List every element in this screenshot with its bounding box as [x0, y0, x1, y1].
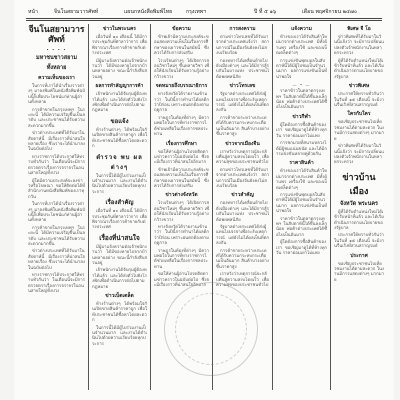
- paragraph: การค้าขายระหว่างประเทศได้รับความกระทบกระเทือนเป็นอันมาก สินค้าบางอย่างขึ้นราคาสูง: [216, 115, 269, 138]
- column-2-heading: ผลการทำสัญญาการค้า: [95, 83, 144, 90]
- column-divider: [330, 24, 331, 390]
- paragraph: ประกาศให้ทราบทั่วกันว่า ในวันที่ ๑๕ เดือนนี้ จะมีงานรื่นเริงที่สวนสราญรมย์: [334, 92, 384, 109]
- header-rule-thin: [26, 20, 382, 21]
- paragraph: ราษฎรในท้องที่ต่างๆ มีความพอใจในการที่ทางราชการได้ช่วยเหลือในเรื่องการชลประทาน: [154, 115, 209, 138]
- paragraph: เมื่อวันที่ ๑๐ เดือนนี้ ได้มีการประชุมกันที่ศาลาว่าการ เพื่อพิจารณาเรื่องการค้าขายกับต่างประเทศ: [92, 209, 147, 231]
- article-body: [334, 92, 384, 108]
- paragraph: กองทหารได้เคลื่อนย้ายไปยังเมืองต่างๆ และได้มีการสู้รบกันในบางแห่ง ประชาชนได้อพยพหนีภัย: [216, 58, 269, 80]
- column-6-big-subheading: จังหวัด พระนคร: [339, 200, 379, 207]
- ornament: — • —: [292, 82, 311, 88]
- paragraph: ทางจังหวัดได้รายงานเข้ามาว่า ในปีนี้การทำนาได้ผลดีกว่าปีก่อน เพราะฝนตกต้องตามฤดูกาล: [154, 92, 209, 114]
- column-5-heading: ราคาสินค้า: [289, 160, 314, 167]
- paragraph: ราษฎรในท้องที่ต่างๆ มีความพอใจในการที่ทางราชการได้ช่วยเหลือในเรื่องการชลประทาน: [154, 248, 209, 270]
- paragraph: ห้างของเราได้รับสินค้าใหม่มาจากต่างประเทศ มีทั้งผ้าแพร เครื่องใช้ และของเบ็ดเตล็ดต่างๆ: [276, 35, 327, 57]
- paragraph: ราคาข้าวในตลาดกรุงเทพฯ ในสัปดาห์นี้ได้ขึ้นลงเล็กน้อย พ่อค้าต่างประเทศได้ซื้อไปเป็นอันมาก: [276, 89, 327, 111]
- article-body: [154, 92, 209, 137]
- column-1-title: จีนโนสยามวารศัพท์: [28, 25, 85, 45]
- header-city: กรุงเทพฯ: [186, 9, 206, 15]
- header-page-label: หน้า: [28, 9, 38, 15]
- paragraph: ข้าพเจ้ามีความประสงค์จะขอแสดงความเห็นในเรื่องการศึกษาของเยาวชนในสมัยนี้ ซึ่งควรได้รับการส่งเสริม: [154, 35, 209, 57]
- paragraph: ขอให้ท่านผู้อ่านโปรดติดตามข่าวคราวในฉบับต่อไป ซึ่งจะมีเรื่องราวที่น่าสนใจอีกมาก: [154, 272, 209, 289]
- paragraph: ข้าพเจ้ามีความประสงค์จะขอแสดงความเห็นในเรื่องการศึกษาของเยาวชนในสมัยนี้ ซึ่งควรได้รับการส่งเสริม: [154, 167, 209, 189]
- article-body: [154, 201, 209, 288]
- paragraph: ข่าวพิเศษที่ได้รับมาในวันนี้แจ้งว่า จะมีการเปลี่ยนแปลงตัวเจ้าพนักงานในหลายกระทรวง: [334, 35, 384, 57]
- column-1-subhead: ความเห็นของเรา: [38, 75, 75, 81]
- paragraph: ผู้ใดต้องการซื้อสินค้าของเรา ขอเชิญมาดูได้ที่ห้างทุกวัน ราคาย่อมเยาไม่แพง: [276, 122, 327, 139]
- column-2-heading: เรื่องสำคัญ: [105, 199, 134, 207]
- article-body: [92, 302, 147, 347]
- column-divider: [212, 24, 213, 390]
- paragraph: ในการนี้ได้มีผู้ไปร่วมงานเป็นจำนวนมาก และงานได้ดำเนินไปด้วยความเรียบร้อยทุกประการ: [92, 173, 147, 195]
- paragraph: ผู้ใดมีความประสงค์จะลงข่าวหรือโฆษณา ขอให้ติดต่อได้ที่สำนักงานหนังสือพิมพ์ของเราทุกวัน: [28, 178, 85, 200]
- paragraph: การแข่งขันฟุตบอลในสัปดาห์นี้ได้มีผู้ไปชมเป็นจำนวนมาก ผลการแข่งขันเป็นที่น่าพอใจ: [276, 58, 327, 80]
- paragraph: ในการที่เราได้นำเรื่องราวต่างๆ มาลงพิมพ์ในหนังสือพิมพ์ฉบับนี้ก็เพื่อประโยชน์แก่ท่านผู้อ่านทั้งหลาย: [28, 84, 85, 106]
- paragraph: ห้างของเราได้รับสินค้าใหม่มาจากต่างประเทศ มีทั้งผ้าแพร เครื่องใช้ และของเบ็ดเตล็ดต่างๆ: [276, 169, 327, 191]
- paragraph: การชกมวยที่สนามหลวงได้มีผู้ชมแน่นขนัด และได้มีการแข่งขันหลายคู่ด้วยกัน: [276, 141, 327, 157]
- paragraph: มีผู้มาแจ้งความต่อเจ้าพนักงานว่า ได้มีของหายไปจากบ้านหลายอย่าง ขณะนี้กำลังสืบสวนอยู่: [92, 58, 147, 80]
- column-1-subhead: ทั้งหลาย: [46, 65, 67, 71]
- paragraph: ขอเชิญประชาชนไปเที่ยวชมงานได้ตามสะดวก ในงานมีการแสดงต่างๆ มากมาย: [334, 120, 384, 142]
- column-2-heading: ขอแจ้ง: [110, 117, 129, 125]
- paragraph: รัฐบาลต่างประเทศได้ส่งผู้แทนไปเจรจาเพื่อระงับเหตุการณ์ แต่ยังไม่ได้ผลเป็นที่ตกลงกัน: [216, 92, 269, 114]
- paragraph: ราคาข้าวในตลาดกรุงเทพฯ ในสัปดาห์นี้ได้ขึ้นลงเล็กน้อย พ่อค้าต่างประเทศได้ซื้อไปเป็นอันมาก: [276, 216, 327, 238]
- article-body: [216, 201, 269, 288]
- column-6-heading: ประกาศ: [350, 252, 368, 259]
- article-body: [28, 84, 85, 295]
- paragraph: ตามข่าวโทรเลขที่ได้รับมาจากต่างประเทศแจ้งว่า สถานการณ์ในเมืองจีนยังคงไม่สงบเรียบร้อย: [216, 35, 269, 57]
- article-body: [276, 123, 327, 157]
- paragraph: ผู้ที่ได้รับตำแหน่งใหม่ได้เข้ารับหน้าที่แล้ว และได้เริ่มดำเนินการตามนโยบายของรัฐบาล: [334, 209, 384, 231]
- paragraph: ประกาศให้ทราบทั่วกันว่า ในวันที่ ๑๕ เดือนนี้ จะมีงานรื่นเริงที่สวนสราญรมย์: [334, 233, 384, 250]
- article-body: [92, 209, 147, 231]
- paragraph: กองทหารได้เคลื่อนย้ายไปยังเมืองต่างๆ และได้มีการสู้รบกันในบางแห่ง ประชาชนได้อพยพหนีภัย: [216, 201, 269, 223]
- article-body: [154, 150, 209, 190]
- paragraph: ทางราชการได้ประกาศให้ทราบทั่วกันว่า ในเดือนนี้จะมีการตรวจตราเรื่องการจราจรในถนนสายใหญ่ทั้งปวง: [28, 273, 85, 295]
- column-4-heading: ข่าวสำคัญ: [231, 192, 254, 199]
- paragraph: เราหวังว่าเหตุการณ์จะกลับคืนสู่ความสงบโดยเร็ว เพื่อความสุขของประชาชนทั่วไป: [216, 149, 269, 166]
- column-2: [92, 24, 147, 394]
- column-3-top: ข้อความ: [172, 26, 191, 32]
- column-3-heading: เรื่องการศึกษา: [166, 140, 197, 147]
- paragraph: เจ้าพนักงานได้จับกุมผู้ต้องหาได้แล้ว และได้ส่งตัวไปยังโรงพักเพื่อดำเนินการต่อไปตามกฎหมาย: [92, 92, 147, 114]
- column-3-heading: จดหมายถึงบรรณาธิการ: [155, 83, 208, 90]
- paragraph: การค้าขายระหว่างประเทศได้รับความกระทบกระเทือนเป็นอันมาก สินค้าบางอย่างขึ้นราคาสูง: [216, 248, 269, 270]
- paragraph: โรงเรียนต่างๆ ได้เปิดการสอนวิชาใหม่ๆ ขึ้นหลายวิชา เพื่อให้นักเรียนได้รับความรู้อย่างกว้างขวาง: [154, 58, 209, 80]
- column-6: [334, 24, 384, 394]
- paragraph: ผู้ที่ได้รับตำแหน่งใหม่ได้เข้ารับหน้าที่แล้ว และได้เริ่มดำเนินการตามนโยบายของรัฐบาล: [334, 58, 384, 80]
- paragraph: การแข่งขันฟุตบอลในสัปดาห์นี้ได้มีผู้ไปชมเป็นจำนวนมาก ผลการแข่งขันเป็นที่น่าพอใจ: [276, 192, 327, 215]
- column-4-top: การสงคราม: [229, 26, 256, 32]
- paragraph: โรงเรียนต่างๆ ได้เปิดการสอนวิชาใหม่ๆ ขึ้นหลายวิชา เพื่อให้นักเรียนได้รับความรู้อย่างกว้างขวาง: [154, 201, 209, 223]
- paragraph: เมื่อวันที่ ๑๐ เดือนนี้ ได้มีการประชุมกันที่ศาลาว่าการ เพื่อพิจารณาเรื่องการค้าขายกับต่างประเทศ: [92, 35, 147, 57]
- paragraph: ห้างร้านต่างๆ ได้พร้อมใจกันเปิดขายสินค้าราคาถูก เพื่อให้ประชาชนได้ซื้อหาโดยสะดวก: [92, 127, 147, 150]
- paragraph: ข่าวพิเศษที่ได้รับมาในวันนี้แจ้งว่า จะมีการเปลี่ยนแปลงตัวเจ้าพนักงานในหลายกระทรวง: [334, 144, 384, 166]
- article-body: [92, 245, 147, 290]
- paragraph: ทางจังหวัดได้รายงานเข้ามาว่า ในปีนี้การทำนาได้ผลดีกว่าปีก่อน เพราะฝนตกต้องตามฤดูกาล: [154, 224, 209, 247]
- paragraph: ขอให้ท่านผู้อ่านโปรดติดตามข่าวคราวในฉบับต่อไป ซึ่งจะมีเรื่องราวที่น่าสนใจอีกมาก: [154, 149, 209, 166]
- paragraph: การค้าขายในกรุงเทพฯ ในระยะนี้ ได้มีความเจริญขึ้นเป็นลำดับ และประชาชนได้รับความสะดวกมากขึ้น: [28, 225, 85, 247]
- column-4-heading: ข่าวโทรเลข: [229, 83, 256, 90]
- page-header: [26, 7, 382, 17]
- header-section: แผนกหนังสือพิมพ์ไทย: [124, 9, 173, 15]
- paragraph: ขอเชิญประชาชนไปเที่ยวชมงานได้ตามสะดวก ในงานมีการแสดงต่างๆ มากมาย: [334, 261, 384, 283]
- column-3: [154, 24, 209, 394]
- paragraph: ทางราชการได้ประกาศให้ทราบทั่วกันว่า ในเดือนนี้จะมีการตรวจตราเรื่องการจราจรในถนนสายใหญ่ทั้งปวง: [28, 154, 85, 177]
- column-4-heading: ข่าวจากเมืองจีน: [225, 140, 260, 147]
- paragraph: ข่าวต่างประเทศที่ได้รับมาในสัปดาห์นี้ มีเรื่องราวที่น่าสนใจหลายเรื่อง ซึ่งเราจะได้นำมาลงในฉบับต่อไป: [28, 131, 85, 153]
- column-divider: [272, 24, 273, 390]
- article-body: [92, 35, 147, 80]
- paragraph: การค้าขายในกรุงเทพฯ ในระยะนี้ ได้มีความเจริญขึ้นเป็นลำดับ และประชาชนได้รับความสะดวกมากขึ้น: [28, 107, 85, 129]
- article-body: [334, 120, 384, 165]
- column-2-top: ข่าวในพระนคร: [102, 26, 136, 32]
- column-3-heading: ข่าวต่างจังหวัด: [165, 192, 198, 199]
- column-1: [28, 24, 85, 394]
- column-5-heading: ข่าวกีฬา: [292, 113, 311, 120]
- ornament: • • • •: [46, 47, 67, 52]
- header-date: เดือน พฤศจิกายน ๒๔๗๐: [302, 9, 358, 15]
- column-2-heading: ตำรวจ พบ ผลต่างๆ: [96, 153, 143, 171]
- column-divider: [150, 24, 151, 390]
- paragraph: ตามข่าวโทรเลขที่ได้รับมาจากต่างประเทศแจ้งว่า สถานการณ์ในเมืองจีนยังคงไม่สงบเรียบร้อย: [216, 167, 269, 189]
- paragraph: ผู้ใดต้องการซื้อสินค้าของเรา ขอเชิญมาดูได้ที่ห้างทุกวัน ราคาย่อมเยาไม่แพง: [276, 240, 327, 256]
- header-paper-name: จีนโนสยามวารศัพท์: [54, 9, 99, 15]
- newspaper-page: [14, 0, 394, 400]
- paragraph: มีผู้มาแจ้งความต่อเจ้าพนักงานว่า ได้มีของหายไปจากบ้านหลายอย่าง ขณะนี้กำลังสืบสวนอยู่: [92, 244, 147, 266]
- column-6-big-heading: ข่าวบ้าน เมือง: [342, 172, 376, 197]
- paragraph: เจ้าพนักงานได้จับกุมผู้ต้องหาได้แล้ว และได้ส่งตัวไปยังโรงพักเพื่อดำเนินการต่อไปตามกฎหมาย: [92, 268, 147, 290]
- paragraph: ข่าวต่างประเทศที่ได้รับมาในสัปดาห์นี้ มีเรื่องราวที่น่าสนใจหลายเรื่อง ซึ่งเราจะได้นำมาลงในฉบับต่อไป: [28, 249, 85, 271]
- article-body: [92, 128, 147, 150]
- article-body: [334, 35, 384, 80]
- column-6-top: พิเศษ จี โอ: [347, 26, 371, 32]
- paragraph: เราหวังว่าเหตุการณ์จะกลับคืนสู่ความสงบโดยเร็ว เพื่อความสุขของประชาชนทั่วไป: [216, 272, 269, 289]
- column-5-top: แจ้งความ: [291, 26, 312, 32]
- article-body: [92, 92, 147, 114]
- paragraph: รัฐบาลต่างประเทศได้ส่งผู้แทนไปเจรจาเพื่อระงับเหตุการณ์ แต่ยังไม่ได้ผลเป็นที่ตกลงกัน: [216, 224, 269, 247]
- column-divider: [88, 24, 89, 390]
- column-6-heading: ข่าวพิเศษ: [348, 83, 370, 90]
- article-body: [154, 35, 209, 80]
- article-body: [216, 92, 269, 137]
- article-body: [276, 89, 327, 111]
- column-6-heading: ใครกับใคร: [347, 111, 371, 118]
- article-body: [334, 210, 384, 250]
- column-2-heading: ข่าวเบ็ดเตล็ด: [105, 293, 134, 299]
- column-2-heading: เรื่องที่น่าสนใจ: [99, 233, 140, 242]
- header-rule: [26, 18, 382, 19]
- article-body: [92, 174, 147, 196]
- column-5: [276, 24, 327, 394]
- article-body: [276, 169, 327, 256]
- header-issue: ปี ที่ ๕ ๑๖: [254, 9, 277, 15]
- article-body: [334, 262, 384, 284]
- paragraph: ในการนี้ได้มีผู้ไปร่วมงานเป็นจำนวนมาก และงานได้ดำเนินไปด้วยความเรียบร้อยทุกประการ: [92, 325, 147, 347]
- column-1-subhead: มหาชนชาวสยาม: [35, 55, 78, 61]
- article-body: [276, 35, 327, 80]
- article-body: [216, 150, 269, 190]
- article-body: [216, 35, 269, 80]
- paragraph: ห้างร้านต่างๆ ได้พร้อมใจกันเปิดขายสินค้าราคาถูก เพื่อให้ประชาชนได้ซื้อหาโดยสะดวก: [92, 302, 147, 324]
- paragraph: ในการที่เราได้นำเรื่องราวต่างๆ มาลงพิมพ์ในหนังสือพิมพ์ฉบับนี้ก็เพื่อประโยชน์แก่ท่านผู้อ่านทั้งหลาย: [28, 202, 85, 224]
- column-4: [216, 24, 269, 394]
